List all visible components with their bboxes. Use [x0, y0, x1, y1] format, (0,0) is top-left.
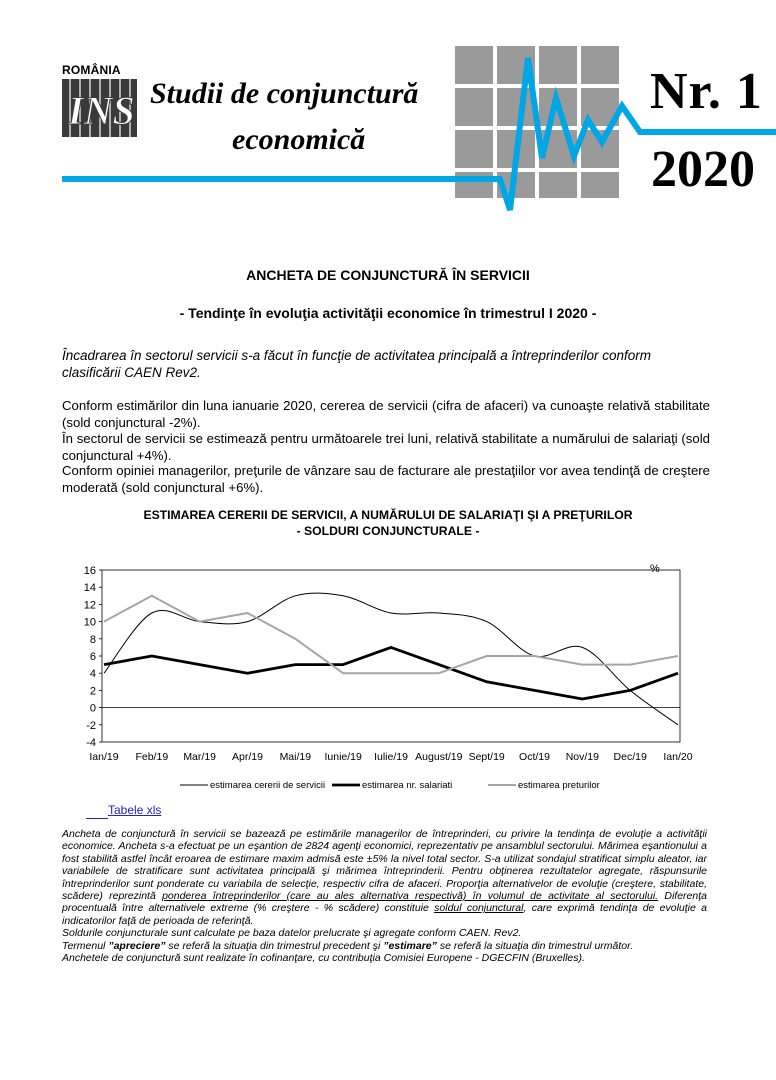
y-tick-label: -2 — [86, 719, 96, 732]
svg-text:INS: INS — [68, 88, 135, 133]
legend-label-1: estimarea cererii de servicii — [210, 780, 326, 791]
x-tick-label: August/19 — [415, 751, 463, 763]
y-tick-label: 4 — [89, 668, 96, 681]
link-underline-lead — [86, 803, 108, 819]
chart-title: ESTIMAREA CERERII DE SERVICII, A NUMĂRULUI DE SALARIAŢI ŞI A PREŢURILOR — [143, 508, 633, 522]
x-tick-label: Dec/19 — [613, 751, 647, 763]
intro-paragraph: Încadrarea în sectorul servicii s-a făcut în funcţie de activitatea principală a întreprinderilor conform clasificării CAEN Rev2. — [62, 348, 652, 380]
note-terms: Termenul ”apreciere” se referă la situaţia din trimestrul precedent şi ”estimare” se referă la situaţia din trimestrul următor. — [62, 939, 634, 952]
publication-title-line2: economică — [232, 123, 366, 156]
y-tick-label: 16 — [83, 565, 96, 577]
y-tick-label: 12 — [83, 599, 96, 612]
x-tick-label: Mar/19 — [183, 751, 217, 763]
y-tick-label: 0 — [89, 702, 96, 715]
y-tick-label: 6 — [89, 651, 96, 663]
publication-title-line1: Studii de conjunctură — [150, 77, 419, 110]
methodology-notes — [62, 828, 707, 964]
y-tick-label: -4 — [86, 737, 96, 749]
y-tick-label: 14 — [83, 582, 96, 595]
legend-label-3: estimarea preturilor — [518, 780, 600, 791]
x-tick-label: Sept/19 — [468, 751, 505, 763]
y-tick-label: 2 — [89, 685, 96, 698]
x-tick-label: Iulie/19 — [374, 751, 408, 763]
ins-logo — [62, 79, 137, 137]
balance-chart — [60, 556, 700, 804]
issue-year: 2020 — [651, 141, 755, 198]
paragraph-employees: În sectorul de servicii se estimează pentru următoarele trei luni, relativă stabilitate a numărului de salariaţi (sold conjunctural +4%). — [62, 431, 710, 463]
unit-label: % — [650, 563, 660, 575]
x-tick-label: Ian/19 — [89, 751, 119, 763]
series-line-1 — [104, 593, 678, 725]
x-tick-label: Mai/19 — [279, 751, 312, 763]
tables-xls-link[interactable]: Tabele xls — [108, 803, 162, 817]
plot-frame — [102, 570, 680, 742]
legend-label-2: estimarea nr. salariati — [362, 780, 453, 791]
note-methodology: Ancheta de conjunctură în servicii se bazează pe estimările managerilor de întreprinderi, cu privire la tendinţa de evoluţie a activităţii economice. Ancheta s-a efectuat pe un eşantion de 2824 agenţi economici, reprezentativ pe ansamblul sectorului. Mărimea eşantionului a fost stabilită astfel încât eroarea de estimare maxim admisă este ±5% la nivel total sector. S-a utilizat sondajul stratificat simplu aleator, iar variabilele de stratificare sunt activitatea principală şi mărimea întreprinderii. Pentru obţinerea rezultatelor agregate, răspunsurile întreprinderilor sunt ponderate cu variabila de selecţie, respectiv cifra de afaceri. Proporţia alternativelor de evoluţie (creştere, stabilitate, scădere) reprezintă ponderea întreprinderilor (care au ales alternativa respectivă) în volumul de activitate al sectorului. Diferenţa procentuală între alternativele extreme (% creştere - % scădere) constituie soldul conjunctural, care exprimă tendinţa de evoluţie a indicatorilor faţă de perioada de referinţă. — [62, 828, 707, 927]
x-tick-label: Feb/19 — [135, 751, 169, 763]
main-title: ANCHETA DE CONJUNCTURĂ ÎN SERVICII — [246, 267, 530, 283]
country-label: ROMÂNIA — [62, 63, 121, 77]
y-tick-label: 10 — [83, 616, 96, 629]
paragraph-prices: Conform opiniei managerilor, preţurile de vânzare sau de facturare ale prestaţiilor vor avea tendinţă de creştere moderată (sold conjunctural +6%). — [62, 463, 711, 495]
note-calculation: Soldurile conjuncturale sunt calculate pe baza datelor prelucrate şi agregate conform CAEN. Rev2. — [62, 927, 522, 940]
x-tick-label: Nov/19 — [565, 751, 599, 763]
subtitle: - Tendinţe în evoluţia activităţii economice în trimestrul I 2020 - — [179, 305, 597, 321]
x-tick-label: Ian/20 — [663, 751, 693, 763]
issue-number: Nr. 1 — [650, 63, 763, 120]
note-cofinancing: Anchetele de conjunctură sunt realizate în cofinanţare, cu contribuţia Comisiei Europene - DGECFIN (Bruxelles). — [62, 952, 585, 965]
y-tick-label: 8 — [89, 633, 96, 646]
x-tick-label: Oct/19 — [519, 751, 550, 763]
paragraph-demand: Conform estimărilor din luna ianuarie 2020, cererea de servicii (cifra de afaceri) va cunoaşte relativă stabilitate (sold conjunctural -2%). — [62, 398, 710, 430]
chart-subtitle: - SOLDURI CONJUNCTURALE - — [296, 524, 480, 538]
x-tick-label: Apr/19 — [232, 751, 263, 763]
x-tick-label: Iunie/19 — [324, 751, 362, 763]
